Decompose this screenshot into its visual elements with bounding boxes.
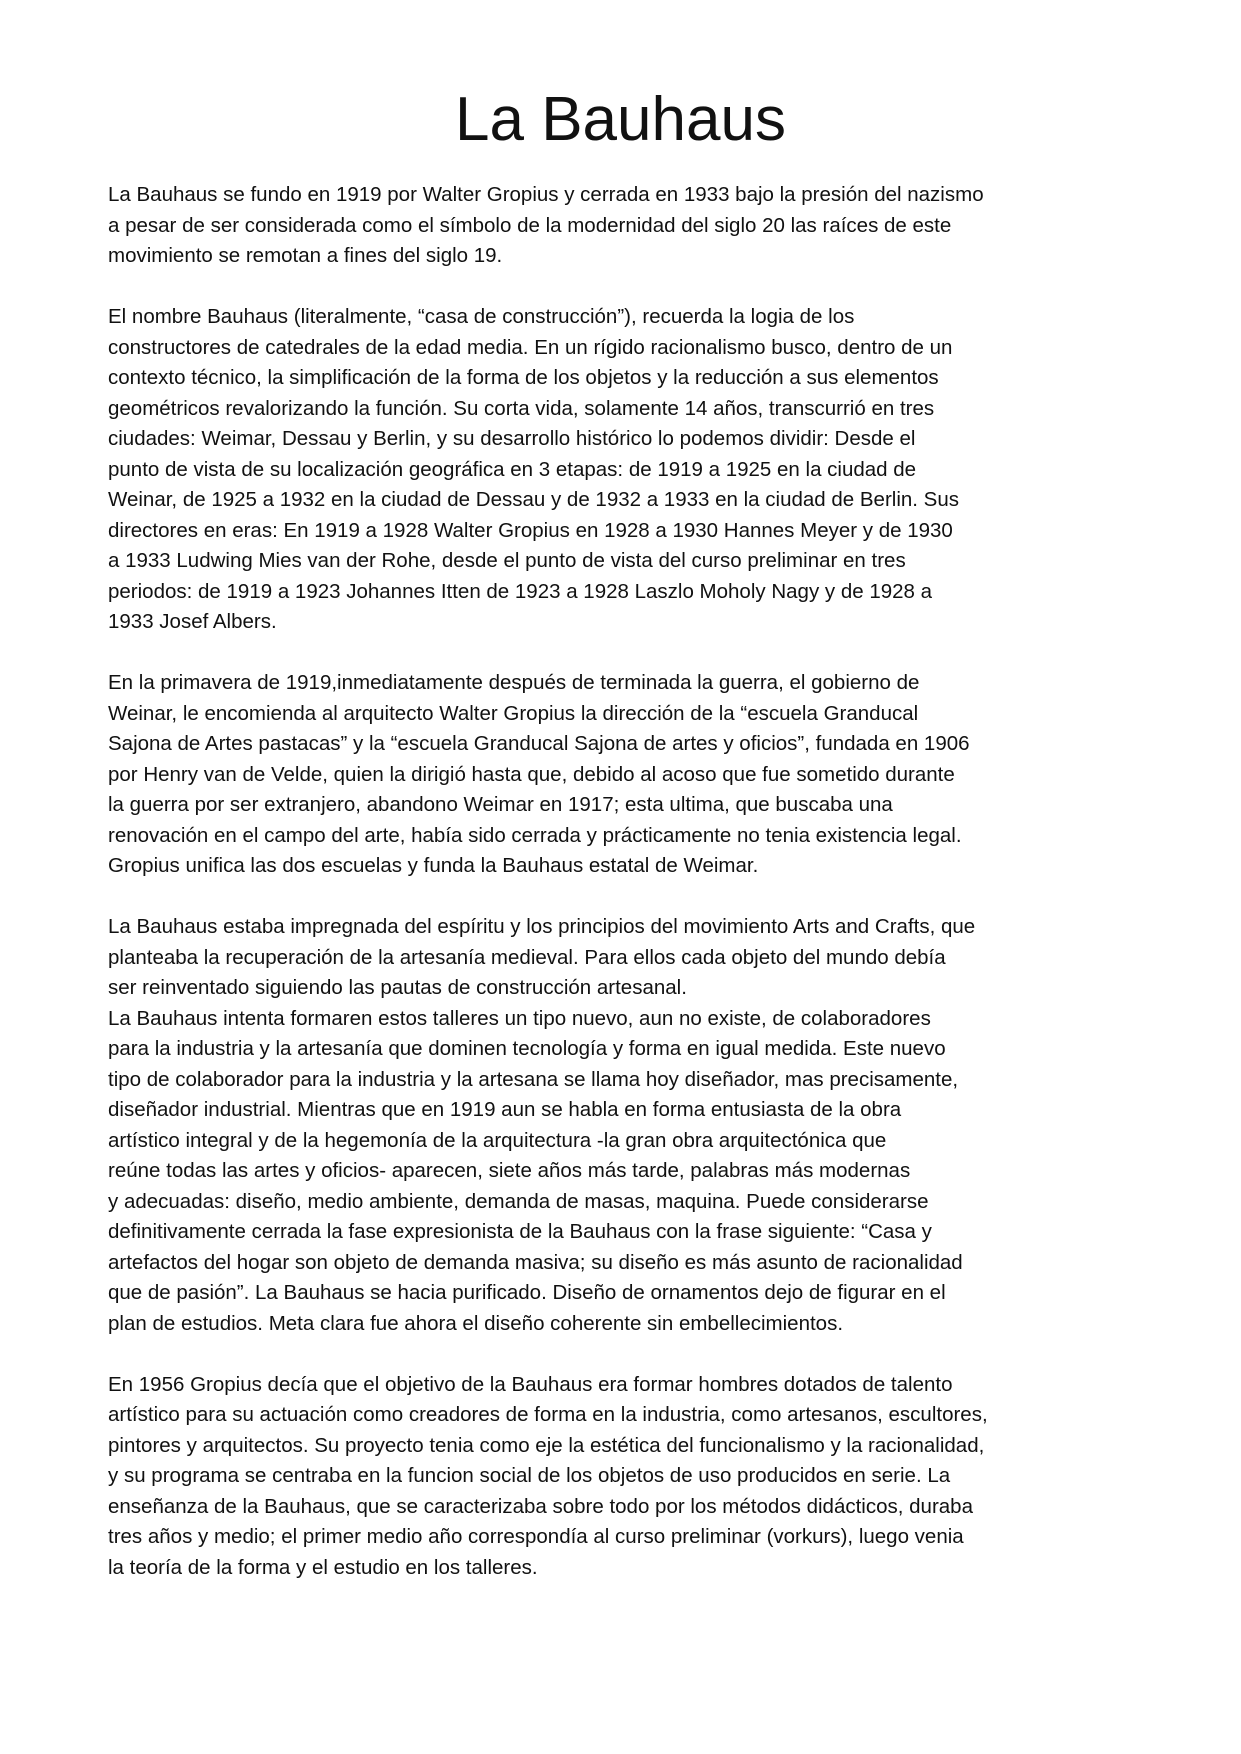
text-line: para la industria y la artesanía que dominen tecnología y forma en igual medida. Este nuevo (108, 1037, 946, 1060)
text-line: tres años y medio; el primer medio año correspondía al curso preliminar (vorkurs), luego venia (108, 1525, 964, 1548)
text-line: Sajona de Artes pastacas” y la “escuela Granducal Sajona de artes y oficios”, fundada en 1906 (108, 732, 970, 755)
text-line: directores en eras: En 1919 a 1928 Walter Gropius en 1928 a 1930 Hannes Meyer y de 1930 (108, 518, 953, 542)
document-body (108, 180, 1148, 1583)
text-line: reúne todas las artes y oficios- aparecen, siete años más tarde, palabras más modernas (108, 1159, 911, 1182)
text-line: La Bauhaus estaba impregnada del espíritu y los principios del movimiento Arts and Crafts, que (108, 915, 976, 938)
text-line: la teoría de la forma y el estudio en los talleres. (108, 1555, 538, 1579)
text-line: renovación en el campo del arte, había sido cerrada y prácticamente no tenia existencia legal. (108, 823, 962, 847)
text-line: En 1956 Gropius decía que el objetivo de la Bauhaus era formar hombres dotados de talento (108, 1372, 953, 1396)
text-line: por Henry van de Velde, quien la dirigió hasta que, debido al acoso que fue sometido durante (108, 762, 955, 786)
text-line: ciudades: Weimar, Dessau y Berlin, y su desarrollo histórico lo podemos dividir: Desde el (108, 427, 916, 450)
text-line: a pesar de ser considerada como el símbolo de la modernidad del siglo 20 las raíces de este (108, 213, 952, 237)
text-line: 1933 Josef Albers. (108, 610, 277, 633)
text-line: artístico para su actuación como creadores de forma en la industria, como artesanos, escultores, (108, 1403, 988, 1426)
text-line: enseñanza de la Bauhaus, que se caracterizaba sobre todo por los métodos didácticos, duraba (108, 1494, 973, 1518)
text-line: ser reinventado siguiendo las pautas de construcción artesanal. (108, 976, 687, 999)
text-line: constructores de catedrales de la edad media. En un rígido racionalismo busco, dentro de un (108, 335, 953, 359)
text-line: tipo de colaborador para la industria y la artesana se llama hoy diseñador, mas precisamente, (108, 1067, 959, 1091)
text-line: La Bauhaus se fundo en 1919 por Walter Gropius y cerrada en 1933 bajo la presión del nazismo (108, 183, 984, 206)
text-line: la guerra por ser extranjero, abandono Weimar en 1917; esta ultima, que buscaba una (108, 793, 893, 816)
text-line: plan de estudios. Meta clara fue ahora el diseño coherente sin embellecimientos. (108, 1311, 844, 1335)
text-line: periodos: de 1919 a 1923 Johannes Itten de 1923 a 1928 Laszlo Moholy Nagy y de 1928 a (108, 579, 933, 603)
paragraph-gropius-1956 (108, 1370, 1148, 1584)
paragraph-spring-1919 (108, 668, 1148, 882)
paragraph-arts-and-crafts (108, 912, 1148, 1339)
text-line: planteaba la recuperación de la artesanía medieval. Para ellos cada objeto del mundo debía (108, 945, 946, 969)
text-line: movimiento se remotan a fines del siglo 19. (108, 244, 503, 267)
text-line: diseñador industrial. Mientras que en 1919 aun se habla en forma entusiasta de la obra (108, 1098, 902, 1121)
text-line: artístico integral y de la hegemonía de la arquitectura -la gran obra arquitectónica que (108, 1128, 887, 1152)
text-line: y adecuadas: diseño, medio ambiente, demanda de masas, maquina. Puede considerarse (108, 1189, 929, 1213)
text-line: En la primavera de 1919,inmediatamente después de terminada la guerra, el gobierno de (108, 671, 920, 694)
text-line: artefactos del hogar son objeto de demanda masiva; su diseño es más asunto de racionalidad (108, 1250, 963, 1274)
text-line: definitivamente cerrada la fase expresionista de la Bauhaus con la frase siguiente: “Casa y (108, 1220, 932, 1243)
paragraph-founding (108, 180, 1148, 272)
text-line: Weinar, le encomienda al arquitecto Walter Gropius la dirección de la “escuela Granducal (108, 701, 919, 725)
text-line: El nombre Bauhaus (literalmente, “casa de construcción”), recuerda la logia de los (108, 305, 855, 328)
text-line: pintores y arquitectos. Su proyecto tenia como eje la estética del funcionalismo y la racionalidad, (108, 1433, 985, 1457)
text-line: La Bauhaus intenta formaren estos talleres un tipo nuevo, aun no existe, de colaboradores (108, 1006, 931, 1030)
text-line: punto de vista de su localización geográfica en 3 etapas: de 1919 a 1925 en la ciudad de (108, 457, 917, 481)
text-line: contexto técnico, la simplificación de la forma de los objetos y la reducción a sus elementos (108, 366, 939, 389)
text-line: a 1933 Ludwing Mies van der Rohe, desde el punto de vista del curso preliminar en tres (108, 549, 906, 572)
text-line: Gropius unifica las dos escuelas y funda la Bauhaus estatal de Weimar. (108, 854, 759, 877)
text-line: geométricos revalorizando la función. Su corta vida, solamente 14 años, transcurrió en tres (108, 396, 935, 420)
text-line: y su programa se centraba en la funcion social de los objetos de uso producidos en serie. La (108, 1464, 951, 1487)
text-line: Weinar, de 1925 a 1932 en la ciudad de Dessau y de 1932 a 1933 en la ciudad de Berlin. Sus (108, 488, 959, 511)
text-line: que de pasión”. La Bauhaus se hacia purificado. Diseño de ornamentos dejo de figurar en el (108, 1281, 946, 1304)
paragraph-name-history (108, 302, 1148, 638)
document-title: La Bauhaus (455, 85, 786, 154)
